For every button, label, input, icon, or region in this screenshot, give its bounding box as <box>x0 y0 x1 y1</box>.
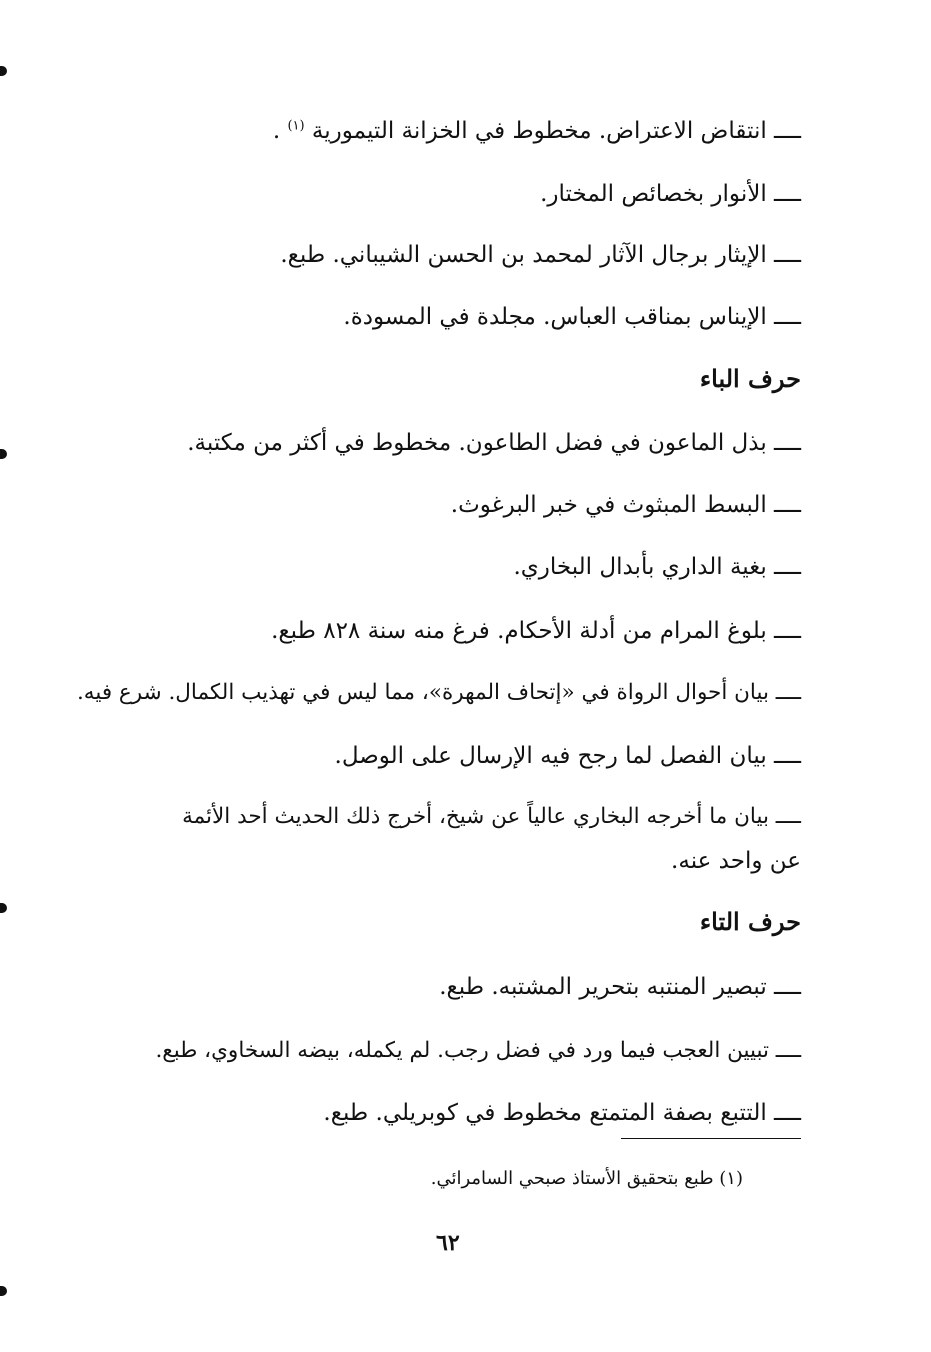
entry-line: ــــ الأنوار بخصائص المختار. <box>540 181 801 207</box>
entry-line: ــــ بيان الفصل لما رجح فيه الإرسال على الوصل. <box>334 743 801 769</box>
binding-mark <box>0 903 7 913</box>
binding-mark <box>0 1286 7 1296</box>
entry-line: ــــ بلوغ المرام من أدلة الأحكام. فرغ منه سنة ٨٢٨ طبع. <box>271 618 801 644</box>
entry-line: ــــ الإيثار برجال الآثار لمحمد بن الحسن الشيباني. طبع. <box>280 242 801 268</box>
entry-line: ــــ بذل الماعون في فضل الطاعون. مخطوط في أكثر من مكتبة. <box>187 430 801 456</box>
section-heading: حرف الباء <box>699 364 801 393</box>
entry-line: ــــ بيان أحوال الرواة في «إتحاف المهرة»، مما ليس في تهذيب الكمال. شرع فيه. <box>76 680 801 705</box>
entry-line: ــــ انتقاض الاعتراض. مخطوط في الخزانة التيمورية $^{(١)}$ . <box>272 118 801 144</box>
footnote-reference: (١) <box>287 118 305 134</box>
entry-line: ــــ بغية الداري بأبدال البخاري. <box>513 554 801 580</box>
binding-mark <box>0 66 7 76</box>
entry-line: ــــ تبيين العجب فيما ورد في فضل رجب. لم يكمله، بيضه السخاوي، طبع. <box>155 1038 801 1063</box>
entry-line: ــــ تبصير المنتبه بتحرير المشتبه. طبع. <box>439 974 801 1000</box>
entry-line: ــــ التتبع بصفة المتمتع مخطوط في كوبريلي. طبع. <box>323 1100 801 1126</box>
binding-mark <box>0 449 7 459</box>
entry-line: ــــ الإيناس بمناقب العباس. مجلدة في المسودة. <box>343 304 801 330</box>
footnote-separator <box>621 1138 801 1139</box>
entry-line: ــــ البسط المبثوث في خبر البرغوث. <box>450 492 801 518</box>
entry-line-continuation: عن واحد عنه. <box>671 848 801 874</box>
entry-line: ــــ بيان ما أخرجه البخاري عالياً عن شيخ، أخرج ذلك الحديث أحد الأئمة <box>182 804 801 829</box>
footnote: (١) طبع بتحقيق الأستاذ صبحي السامرائي. <box>430 1168 743 1189</box>
section-heading: حرف التاء <box>699 907 801 936</box>
page-number: ٦٢ <box>436 1230 460 1256</box>
